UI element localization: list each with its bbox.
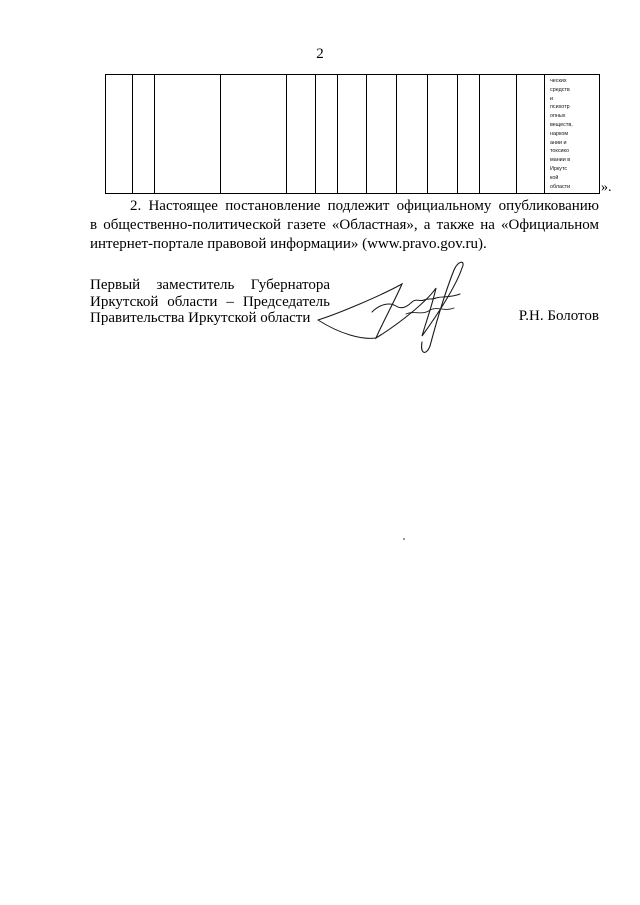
cell-text-line: ческих	[550, 78, 567, 84]
signer-title	[90, 277, 330, 327]
table-cell	[338, 75, 367, 194]
table-cell	[480, 75, 517, 194]
signer-title-line: Правительства Иркутской области	[90, 310, 311, 326]
table-cell	[221, 75, 287, 194]
page-number: 2	[316, 46, 324, 62]
cell-text-line: средств	[550, 86, 570, 93]
table-fragment	[105, 74, 599, 194]
cell-text-line: области	[550, 183, 571, 190]
table-row	[106, 75, 600, 194]
cell-text-line: нарком	[550, 130, 569, 137]
paragraph-publication	[90, 197, 599, 254]
cell-text-line: кой	[550, 174, 559, 181]
cell-text-line: мании в	[550, 157, 571, 164]
signer-title-line: Иркутской области – Председатель	[90, 293, 330, 310]
table-cell	[155, 75, 221, 194]
paragraph-line: в общественно-политической газете «Областная», а также на «Официальном	[90, 217, 599, 233]
table-cell	[287, 75, 316, 194]
table-cell	[397, 75, 428, 194]
table-cell	[428, 75, 458, 194]
cell-text-line: психотр	[550, 104, 570, 111]
table-cell	[458, 75, 480, 194]
handwritten-signature	[310, 258, 500, 358]
data-table	[105, 74, 600, 194]
cell-text-line: веществ,	[550, 121, 573, 128]
cell-text-line: опных	[550, 113, 566, 120]
cell-text-line: ании и	[550, 139, 567, 146]
table-cell	[133, 75, 155, 194]
table-cell	[367, 75, 397, 194]
cell-text-line: Иркутс	[550, 165, 568, 172]
cell-text-line: и	[550, 95, 554, 102]
table-cell-program-name	[545, 75, 600, 194]
table-cell	[316, 75, 338, 194]
signer-title-line: Первый заместитель Губернатора	[90, 277, 330, 293]
closing-quote-mark: ».	[601, 180, 612, 195]
cell-text-line: токсико	[550, 148, 569, 155]
paragraph-line: 2. Настоящее постановление подлежит официальному опубликованию	[130, 198, 599, 214]
signer-name: Р.Н. Болотов	[518, 308, 599, 324]
table-cell	[517, 75, 545, 194]
table-cell	[106, 75, 133, 194]
scan-speck	[403, 538, 405, 540]
paragraph-line: интернет-портале правовой информации» (www.pravo.gov.ru).	[90, 236, 487, 252]
